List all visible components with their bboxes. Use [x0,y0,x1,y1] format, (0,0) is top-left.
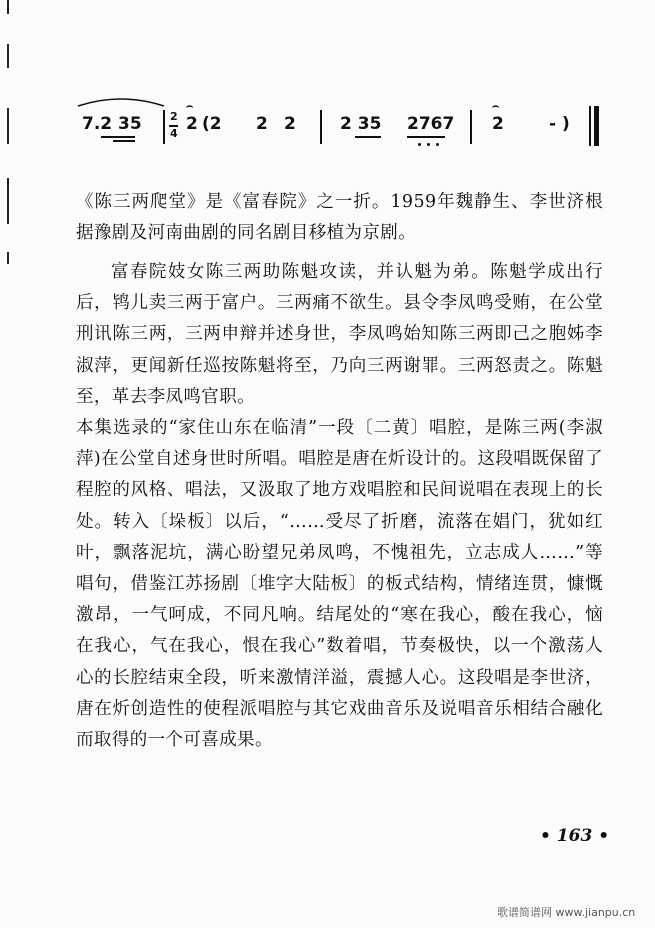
time-signature-top: 2 [170,110,178,123]
left-rule [7,108,9,144]
low-octave-dot [436,143,439,146]
score-note: 2 [284,114,296,134]
bar-line [470,110,472,144]
score-note: 2 [256,114,268,134]
left-rule [7,0,9,14]
score-lead-note: 7.2 35 [82,114,142,134]
score-note: - ) [549,114,570,134]
final-bar-line [589,106,591,146]
left-rule [7,252,9,264]
score-note: (2 [202,114,222,134]
score-note: 2 35 [340,114,382,134]
score-note: 2767 [407,114,455,134]
paragraph-commentary: 本集选录的“家住山东在临清”一段〔二黄〕唱腔，是陈三两(李淑萍)在公堂自述身世时所唱。唱腔是唐在炘设计的。这段唱既保留了程腔的风格、唱法，又汲取了地方戏唱腔和民间说唱在表现上的长处。转入〔垛板〕以后，“……受尽了折磨，流落在娼门，犹如红叶，飘落泥坑，满心盼望兄弟凤鸣，不愧祖先，立志成人……”等唱句，借鉴江苏扬剧〔堆字大陆板〕的板式结构，情绪连贯，慷慨激昂，一气呵成，不同凡响。结尾处的“寒在我心，酸在我心，恼在我心，气在我心，恨在我心”数着唱，节奏极快，以一个激荡人心的长腔结束全段，听来激情洋溢，震撼人心。这段唱是李世济，唐在炘创造性的使程派唱腔与其它戏曲音乐及说唱音乐相结合融化而取得的一个可喜成果。 [76,418,603,751]
beam-underline [113,140,135,142]
low-octave-dot [418,143,421,146]
page-number: • 163 • [540,826,610,846]
slur-line [76,94,166,108]
fermata-mark: ⌢ [492,99,500,112]
left-rule [7,44,9,68]
time-signature-bottom: 4 [170,127,178,140]
paragraph-intro: 《陈三两爬堂》是《富春院》之一折。1959年魏静生、李世济根据豫剧及河南曲剧的同名剧目移植为京剧。 [76,192,603,244]
beam-underline [101,136,135,138]
score-note: 2 [492,114,504,134]
bar-line [320,110,322,144]
paragraph-plot: 富春院妓女陈三两助陈魁攻读，并认魁为弟。陈魁学成出行后，鸨儿卖三两于富户。三两痛不欲生。县令李凤鸣受贿，在公堂刑讯陈三两，三两申辩并述身世，李凤鸣始知陈三两即己之胞姊李淑萍，更闻新任巡按陈魁将至，乃向三两谢罪。三两怒责之。陈魁至，革去李凤鸣官职。 [76,262,603,407]
bar-line [163,110,165,144]
left-rule [7,178,9,224]
beam-underline [355,136,381,138]
beam-underline [407,136,445,138]
fermata-mark: ⌢ [186,99,194,112]
score-note: 2 [186,114,198,134]
final-bar-line-thick [594,106,599,146]
low-octave-dot [427,143,430,146]
watermark: 歌谱简谱网 www.jianpu.cn [497,906,636,919]
